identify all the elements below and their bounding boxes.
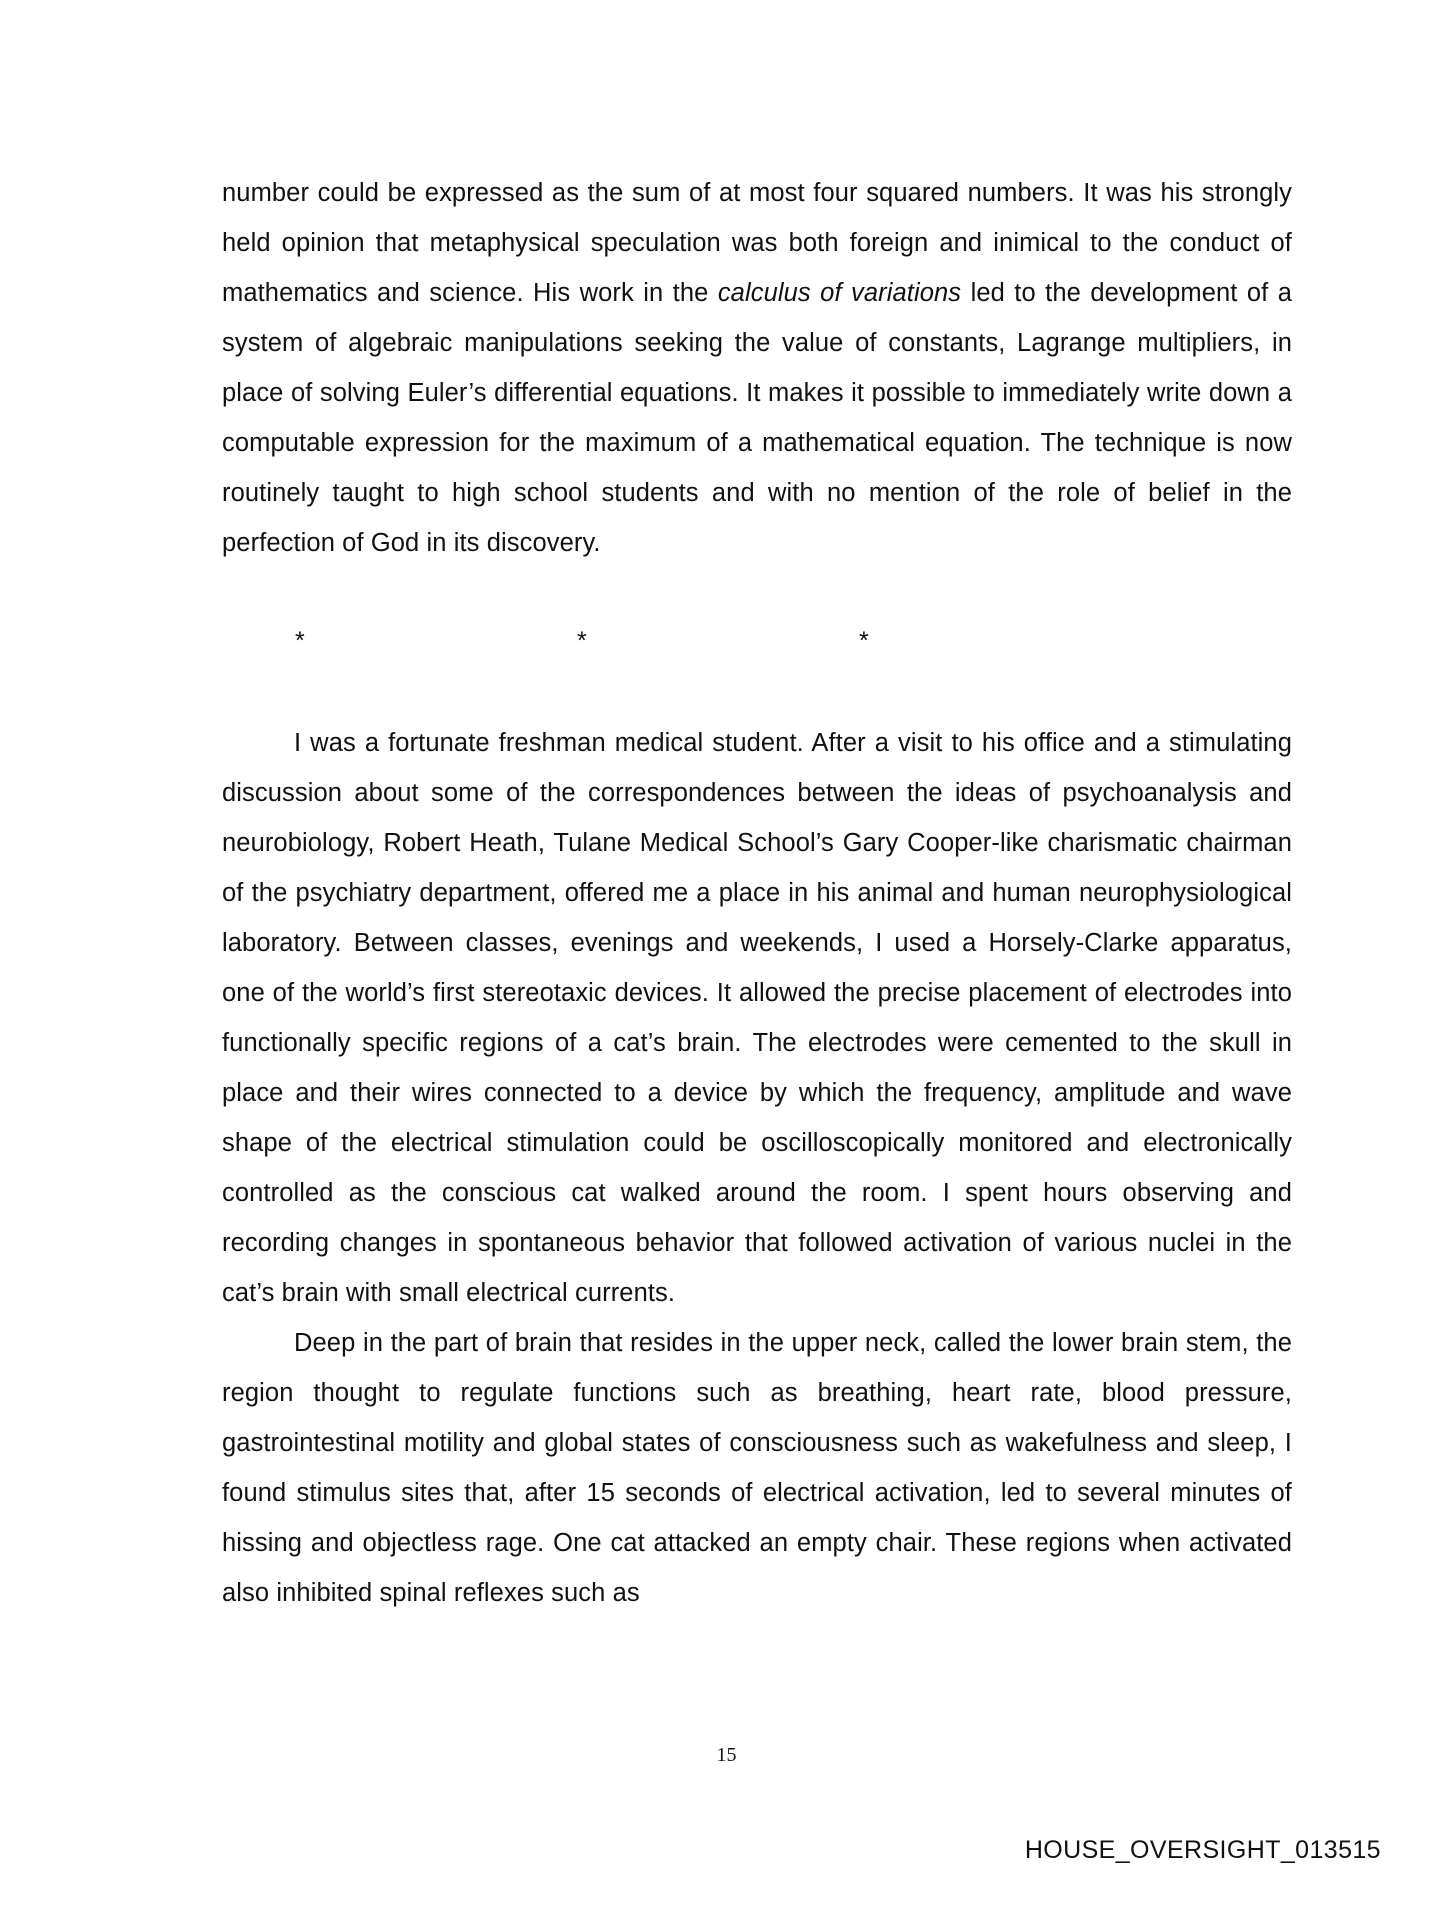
- paragraph-1-run-3: led to the development of a system of algebraic manipulations seeking the value of constants, Lagrange multipliers, in place of solving Euler’s differential equations. It makes it possible to immediately write down a computable expression for the maximum of a mathematical equation. The technique is now routinely taught to high school students and with no mention of the role of belief in the perfection of God in its discovery.: [222, 279, 1292, 557]
- page-body: [222, 168, 1292, 1618]
- paragraph-1-run-2-italic: calculus of variations: [717, 279, 962, 307]
- paragraph-1: [222, 168, 1292, 568]
- paragraph-2-run-1: I was a fortunate freshman medical student. After a visit to his office and a stimulating discussion about some of the correspondences between the ideas of psychoanalysis and neurobiology, Robert Heath, Tulane Medical School’s Gary Cooper-like charismatic chairman of the psychiatry department, offered me a place in his animal and human neurophysiological laboratory. Between classes, evenings and weekends, I used a Horsely-Clarke apparatus, one of the world’s first stereotaxic devices. It allowed the precise placement of electrodes into functionally specific regions of a cat’s brain. The electrodes were cemented to the skull in place and their wires connected to a device by which the frequency, amplitude and wave shape of the electrical stimulation could be oscilloscopically monitored and electronically controlled as the conscious cat walked around the room. I spent hours observing and recording changes in spontaneous behavior that followed activation of various nuclei in the cat’s brain with small electrical currents.: [222, 729, 1292, 1307]
- spacer-before-section-break: [222, 568, 1292, 616]
- bates-stamp: HOUSE_OVERSIGHT_013515: [1024, 1836, 1381, 1864]
- paragraph-1-run-1: number could be expressed as the sum of at most four squared numbers. It was his strongly held opinion that metaphysical speculation was both foreign and inimical to the conduct of mathematics and science. His work in the: [222, 179, 1292, 307]
- section-break-star-3: *: [859, 627, 869, 655]
- section-break: [222, 616, 1292, 666]
- paragraph-2: [222, 718, 1292, 1318]
- section-break-star-2: *: [577, 627, 587, 655]
- spacer-after-section-break: [222, 666, 1292, 718]
- page-number: 15: [716, 1744, 737, 1766]
- paragraph-3: [222, 1318, 1292, 1618]
- paragraph-3-run-1: Deep in the part of brain that resides in the upper neck, called the lower brain stem, the region thought to regulate functions such as breathing, heart rate, blood pressure, gastrointestinal motility and global states of consciousness such as wakefulness and sleep, I found stimulus sites that, after 15 seconds of electrical activation, led to several minutes of hissing and objectless rage. One cat attacked an empty chair. These regions when activated also inhibited spinal reflexes such as: [222, 1329, 1292, 1607]
- section-break-star-1: *: [295, 627, 305, 655]
